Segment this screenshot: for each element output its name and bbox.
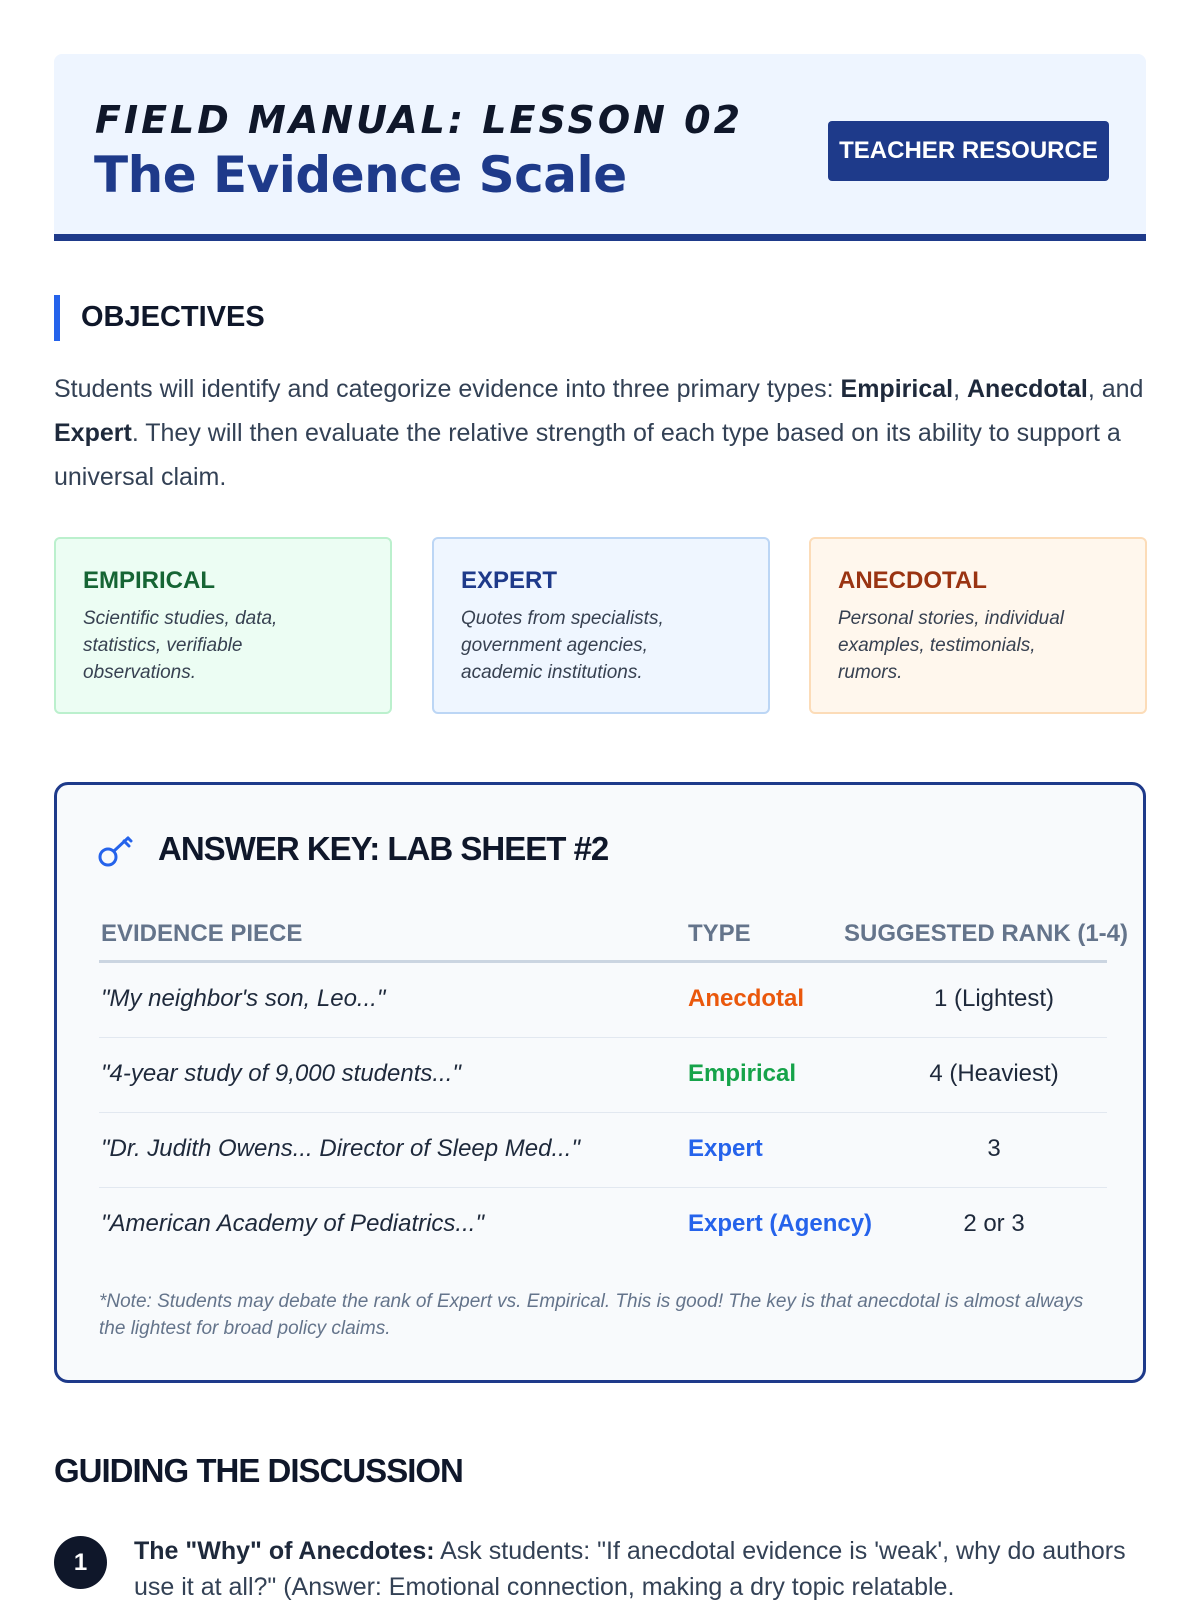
step-body: Ask students: "If anecdotal evidence is 'weak', why do authors use it at all?" (Answer: Emotional connection, making a dry topic relatable. xyxy=(134,1537,1126,1600)
answer-key-panel xyxy=(54,782,1146,1383)
column-header-type: TYPE xyxy=(688,920,751,947)
table-row xyxy=(99,1113,1107,1188)
card-title: ANECDOTAL xyxy=(838,567,987,594)
evidence-piece: "American Academy of Pediatrics..." xyxy=(101,1210,484,1237)
answer-key-note: *Note: Students may debate the rank of Expert vs. Empirical. This is good! The key is that anecdotal is almost always the lightest for broad policy claims. xyxy=(99,1291,1084,1339)
evidence-piece: "4-year study of 9,000 students..." xyxy=(101,1060,461,1087)
evidence-type: Expert xyxy=(688,1135,763,1162)
evidence-type: Expert (Agency) xyxy=(688,1210,873,1237)
table-row xyxy=(99,1188,1107,1263)
objectives-accent-bar xyxy=(54,295,60,341)
card-empirical xyxy=(54,537,392,714)
suggested-rank: 4 (Heaviest) xyxy=(929,1060,1059,1087)
page-title: The Evidence Scale xyxy=(94,146,627,204)
evidence-piece: "Dr. Judith Owens... Director of Sleep Med..." xyxy=(101,1135,580,1162)
lesson-kicker: FIELD MANUAL: LESSON 02 xyxy=(95,98,744,142)
evidence-piece: "My neighbor's son, Leo..." xyxy=(101,985,386,1012)
teacher-resource-badge: TEACHER RESOURCE xyxy=(828,121,1109,181)
card-title: EXPERT xyxy=(461,567,558,594)
type-empirical: Empirical xyxy=(840,375,954,403)
card-anecdotal xyxy=(809,537,1147,714)
step-title: The "Why" of Anecdotes: xyxy=(134,1537,435,1565)
discussion-step xyxy=(134,1533,1134,1600)
card-description: Scientific studies, data, statistics, verifiable observations. xyxy=(83,608,278,683)
step-number-badge: 1 xyxy=(54,1536,107,1589)
discussion-heading: GUIDING THE DISCUSSION xyxy=(54,1452,463,1489)
lesson-header xyxy=(54,54,1146,241)
card-expert xyxy=(432,537,770,714)
column-header-rank: SUGGESTED RANK (1-4) xyxy=(843,920,1129,947)
suggested-rank: 2 or 3 xyxy=(963,1210,1025,1237)
card-description: Quotes from specialists, government agencies, academic institutions. xyxy=(461,608,664,683)
evidence-type: Empirical xyxy=(688,1060,797,1087)
answer-key-title: ANSWER KEY: LAB SHEET #2 xyxy=(158,830,609,867)
suggested-rank: 1 (Lightest) xyxy=(933,985,1055,1012)
table-row xyxy=(99,963,1107,1038)
type-anecdotal: Anecdotal xyxy=(967,375,1088,403)
objectives-text: Students will identify and categorize evidence into three primary types: Empirical, Anecdotal, and Expert. They will then evaluate the relative strength of each type based on its ability to support a universal claim. xyxy=(54,375,1144,491)
column-header-evidence: EVIDENCE PIECE xyxy=(101,920,303,947)
card-title: EMPIRICAL xyxy=(83,567,215,594)
type-expert: Expert xyxy=(54,419,132,447)
objectives-heading: OBJECTIVES xyxy=(81,301,265,333)
evidence-type: Anecdotal xyxy=(688,985,805,1012)
key-icon xyxy=(97,831,135,869)
table-row xyxy=(99,1038,1107,1113)
card-description: Personal stories, individual examples, testimonials, rumors. xyxy=(838,608,1065,683)
suggested-rank: 3 xyxy=(987,1135,1001,1162)
